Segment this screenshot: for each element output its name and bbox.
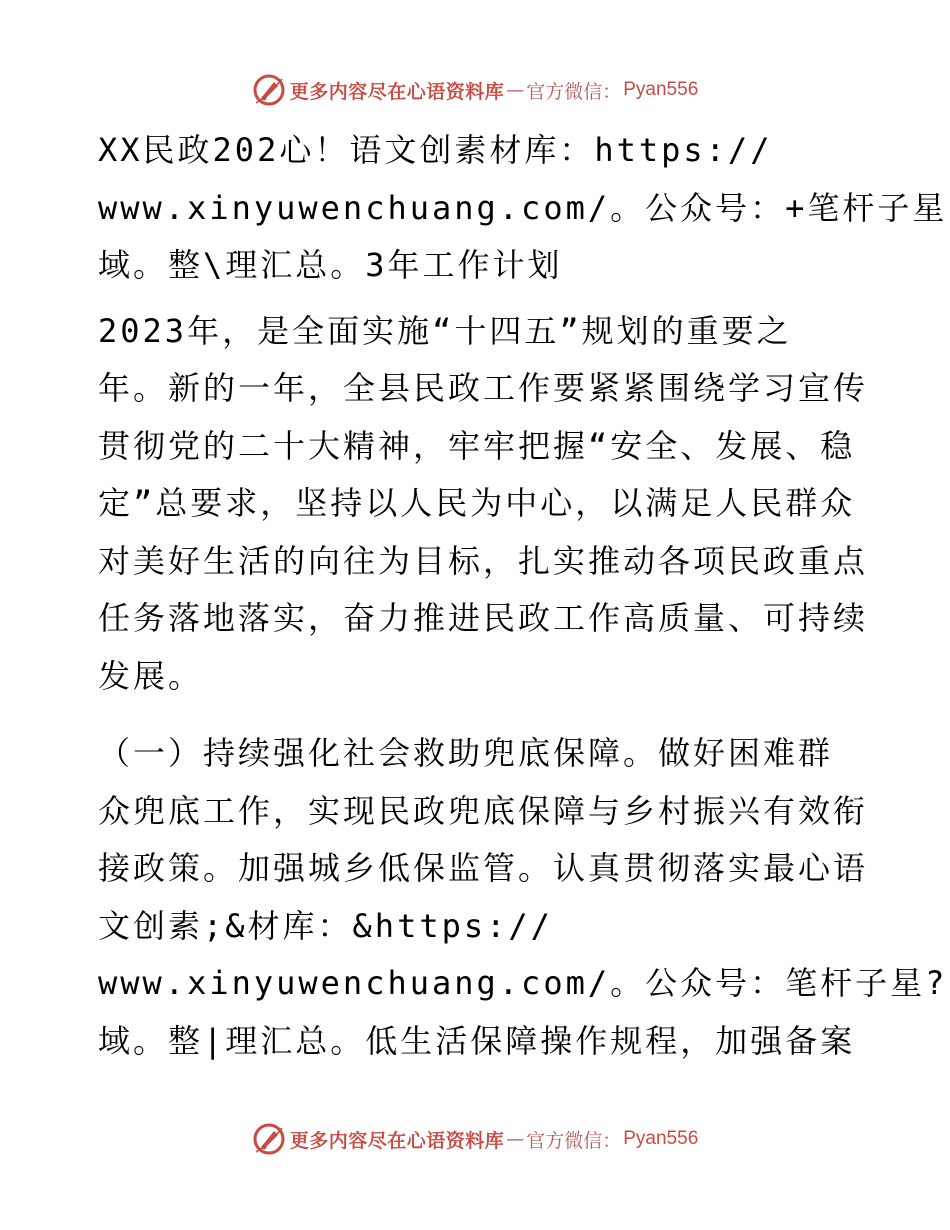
text-line: 对美好生活的向往为目标，扎实推动各项民政重点 [98,541,869,580]
footer-wechat-label: 官方微信： [526,1129,622,1152]
text-line: www.xinyuwenchuang.com/。公众号：+笔杆子星 [98,188,948,227]
pen-nib-circle-icon [252,1122,286,1156]
text-line: 域。整|理汇总。低生活保障操作规程，加强备案 [98,1021,856,1060]
text-line: 2023年，是全面实施“十四五”规划的重要之 [98,311,792,350]
header-banner-text: 更多内容尽在心语资料库 [289,80,505,103]
text-line: 众兜底工作，实现民政兜底保障与乡村振兴有效衔 [98,791,869,830]
text-line: 发展。 [98,656,204,695]
text-line: XX民政202心！语文创素材库：https:// [98,131,773,169]
text-line: 定”总要求，坚持以人民为中心，以满足人民群众 [98,484,856,522]
text-line: 文创素;&材库：&https:// [98,906,553,945]
pen-nib-circle-icon [252,73,286,107]
footer-banner-text: 更多内容尽在心语资料库 [289,1129,505,1152]
footer-separator: — [506,1128,525,1150]
text-line: 贯彻党的二十大精神，牢牢把握“安全、发展、稳 [98,426,856,465]
text-line: www.xinyuwenchuang.com/。公众号：笔杆子星? [98,964,948,1002]
paragraph-intro [98,303,868,706]
paragraph-title [98,122,948,295]
text-line: 任务落地落实，奋力推进民政工作高质量、可持续 [98,599,869,637]
text-line: 年。新的一年，全县民政工作要紧紧围绕学习宣传 [98,369,869,407]
text-line: （一）持续强化社会救助兜底保障。做好困难群 [98,734,834,772]
header-wechat-id: Pyan556 [623,79,699,100]
header-separator: — [506,79,525,101]
text-line: 接政策。加强城乡低保监管。认真贯彻落实最心语 [98,849,869,887]
paragraph-section-1 [98,725,948,1070]
text-line: 域。整\理汇总。3年工作计划 [98,246,563,284]
footer-wechat-id: Pyan556 [623,1128,699,1149]
header-wechat-label: 官方微信： [526,80,622,103]
header-banner [0,68,950,112]
footer-banner [0,1117,950,1161]
document-body [98,122,948,1070]
